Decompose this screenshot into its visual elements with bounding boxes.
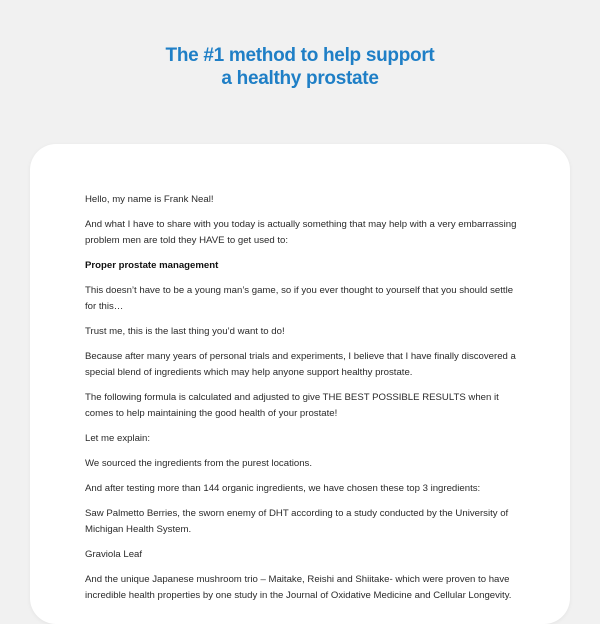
letter-greeting: Hello, my name is Frank Neal!: [85, 194, 214, 205]
letter-body: [85, 192, 525, 613]
letter-paragraph: And after testing more than 144 organic ingredients, we have chosen these top 3 ingredients:: [85, 483, 481, 494]
letter-paragraph: And what I have to share with you today is actually something that may help with a very embarrassing problem men are told they HAVE to get used to:: [85, 219, 517, 246]
page-headline: [0, 44, 600, 90]
letter-paragraph: Graviola Leaf: [85, 549, 143, 560]
letter-paragraph: The following formula is calculated and adjusted to give THE BEST POSSIBLE RESULTS when it comes to help maintaining the good health of your prostate!: [85, 392, 499, 419]
letter-card: [30, 144, 570, 624]
letter-paragraph: Because after many years of personal trials and experiments, I believe that I have finally discovered a special blend of ingredients which may help anyone support healthy prostate.: [85, 351, 516, 378]
headline-line-2: a healthy prostate: [221, 68, 379, 89]
letter-paragraph: We sourced the ingredients from the purest locations.: [85, 458, 312, 469]
headline-line-1: The #1 method to help support: [165, 45, 435, 66]
letter-paragraph: This doesn’t have to be a young man’s game, so if you ever thought to yourself that you should settle for this…: [85, 285, 514, 312]
letter-paragraph: Saw Palmetto Berries, the sworn enemy of DHT according to a study conducted by the University of Michigan Health System.: [85, 508, 509, 535]
letter-paragraph: And the unique Japanese mushroom trio – Maitake, Reishi and Shiitake- which were proven to have incredible health properties by one study in the Journal of Oxidative Medicine and Cellular Longevity.: [85, 574, 512, 601]
letter-subheading: Proper prostate management: [85, 260, 219, 271]
letter-paragraph: Let me explain:: [85, 433, 151, 444]
letter-paragraph: Trust me, this is the last thing you’d want to do!: [85, 326, 285, 337]
